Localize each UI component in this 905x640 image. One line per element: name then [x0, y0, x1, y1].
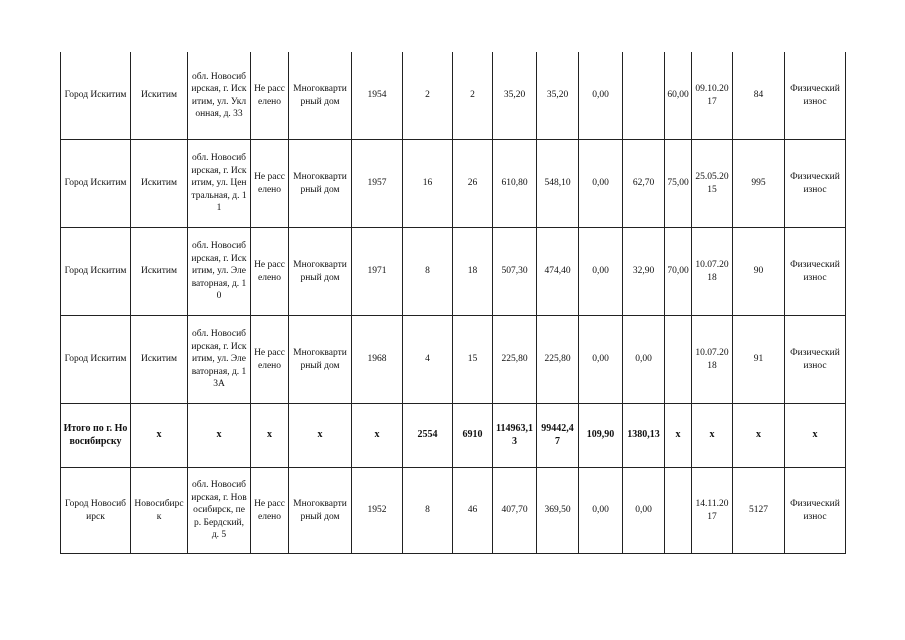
total-area-b: 109,90 [579, 404, 623, 468]
table-row [61, 140, 846, 228]
cell-area-a: 369,50 [537, 468, 579, 554]
cell-municipality: Город Искитим [61, 228, 131, 316]
cell-area-c: 62,70 [623, 140, 665, 228]
cell-wear: 75,00 [665, 140, 692, 228]
cell-type: Многоквартирный дом [289, 316, 352, 404]
cell-reason: Физический износ [785, 316, 846, 404]
cell-locality: Искитим [131, 228, 188, 316]
cell-municipality: Город Искитим [61, 52, 131, 140]
cell-date: 14.11.2017 [692, 468, 733, 554]
total-area-a: 99442,47 [537, 404, 579, 468]
cell-count-a: 4 [403, 316, 453, 404]
cell-count-a: 8 [403, 468, 453, 554]
cell-doc-number: 5127 [733, 468, 785, 554]
cell-status: Не расселено [251, 140, 289, 228]
cell-area-total: 225,80 [493, 316, 537, 404]
cell-municipality: Город Искитим [61, 140, 131, 228]
cell-municipality: Город Новосибирск [61, 468, 131, 554]
cell-area-a: 548,10 [537, 140, 579, 228]
total-area-c: 1380,13 [623, 404, 665, 468]
total-count-b: 6910 [453, 404, 493, 468]
cell-area-total: 407,70 [493, 468, 537, 554]
cell-address: обл. Новосибирская, г. Искитим, ул. Центральная, д. 11 [188, 140, 251, 228]
cell-count-a: 2 [403, 52, 453, 140]
table-row [61, 52, 846, 140]
cell-count-a: 16 [403, 140, 453, 228]
total-cell: х [251, 404, 289, 468]
cell-address: обл. Новосибирская, г. Искитим, ул. Элеваторная, д. 10 [188, 228, 251, 316]
table-row [61, 228, 846, 316]
total-cell: х [692, 404, 733, 468]
cell-municipality: Город Искитим [61, 316, 131, 404]
total-cell: х [733, 404, 785, 468]
cell-area-b: 0,00 [579, 468, 623, 554]
total-area-total: 114963,13 [493, 404, 537, 468]
cell-count-b: 46 [453, 468, 493, 554]
cell-area-c: 0,00 [623, 468, 665, 554]
cell-date: 25.05.2015 [692, 140, 733, 228]
cell-locality: Искитим [131, 140, 188, 228]
cell-date: 10.07.2018 [692, 316, 733, 404]
cell-address: обл. Новосибирская, г. Искитим, ул. Элеваторная, д. 13А [188, 316, 251, 404]
total-label: Итого по г. Новосибирску [61, 404, 131, 468]
cell-wear [665, 468, 692, 554]
cell-area-a: 225,80 [537, 316, 579, 404]
total-cell: х [188, 404, 251, 468]
cell-year: 1968 [352, 316, 403, 404]
cell-date: 09.10.2017 [692, 52, 733, 140]
total-cell: х [352, 404, 403, 468]
cell-reason: Физический износ [785, 140, 846, 228]
cell-doc-number: 90 [733, 228, 785, 316]
cell-area-total: 35,20 [493, 52, 537, 140]
total-count-a: 2554 [403, 404, 453, 468]
cell-year: 1957 [352, 140, 403, 228]
cell-doc-number: 84 [733, 52, 785, 140]
cell-status: Не расселено [251, 52, 289, 140]
cell-area-c: 32,90 [623, 228, 665, 316]
cell-area-total: 610,80 [493, 140, 537, 228]
cell-wear: 70,00 [665, 228, 692, 316]
cell-reason: Физический износ [785, 52, 846, 140]
cell-type: Многоквартирный дом [289, 140, 352, 228]
table-row [61, 468, 846, 554]
cell-area-b: 0,00 [579, 228, 623, 316]
cell-area-b: 0,00 [579, 140, 623, 228]
total-cell: х [131, 404, 188, 468]
total-row [61, 404, 846, 468]
cell-area-b: 0,00 [579, 316, 623, 404]
cell-year: 1954 [352, 52, 403, 140]
housing-table [60, 52, 846, 554]
total-cell: х [665, 404, 692, 468]
cell-address: обл. Новосибирская, г. Новосибирск, пер. Бердский, д. 5 [188, 468, 251, 554]
table-row [61, 316, 846, 404]
cell-type: Многоквартирный дом [289, 468, 352, 554]
cell-address: обл. Новосибирская, г. Искитим, ул. Уклонная, д. 33 [188, 52, 251, 140]
cell-count-b: 2 [453, 52, 493, 140]
cell-year: 1952 [352, 468, 403, 554]
cell-area-b: 0,00 [579, 52, 623, 140]
cell-type: Многоквартирный дом [289, 52, 352, 140]
cell-count-b: 18 [453, 228, 493, 316]
cell-doc-number: 91 [733, 316, 785, 404]
cell-area-a: 474,40 [537, 228, 579, 316]
cell-status: Не расселено [251, 316, 289, 404]
cell-reason: Физический износ [785, 468, 846, 554]
cell-count-b: 26 [453, 140, 493, 228]
cell-locality: Искитим [131, 52, 188, 140]
cell-count-a: 8 [403, 228, 453, 316]
cell-wear [665, 316, 692, 404]
cell-reason: Физический износ [785, 228, 846, 316]
cell-area-c [623, 52, 665, 140]
cell-locality: Искитим [131, 316, 188, 404]
cell-locality: Новосибирск [131, 468, 188, 554]
cell-area-a: 35,20 [537, 52, 579, 140]
cell-date: 10.07.2018 [692, 228, 733, 316]
cell-doc-number: 995 [733, 140, 785, 228]
cell-area-total: 507,30 [493, 228, 537, 316]
cell-status: Не расселено [251, 468, 289, 554]
cell-count-b: 15 [453, 316, 493, 404]
total-cell: х [785, 404, 846, 468]
cell-area-c: 0,00 [623, 316, 665, 404]
cell-type: Многоквартирный дом [289, 228, 352, 316]
cell-status: Не расселено [251, 228, 289, 316]
cell-year: 1971 [352, 228, 403, 316]
cell-wear: 60,00 [665, 52, 692, 140]
total-cell: х [289, 404, 352, 468]
